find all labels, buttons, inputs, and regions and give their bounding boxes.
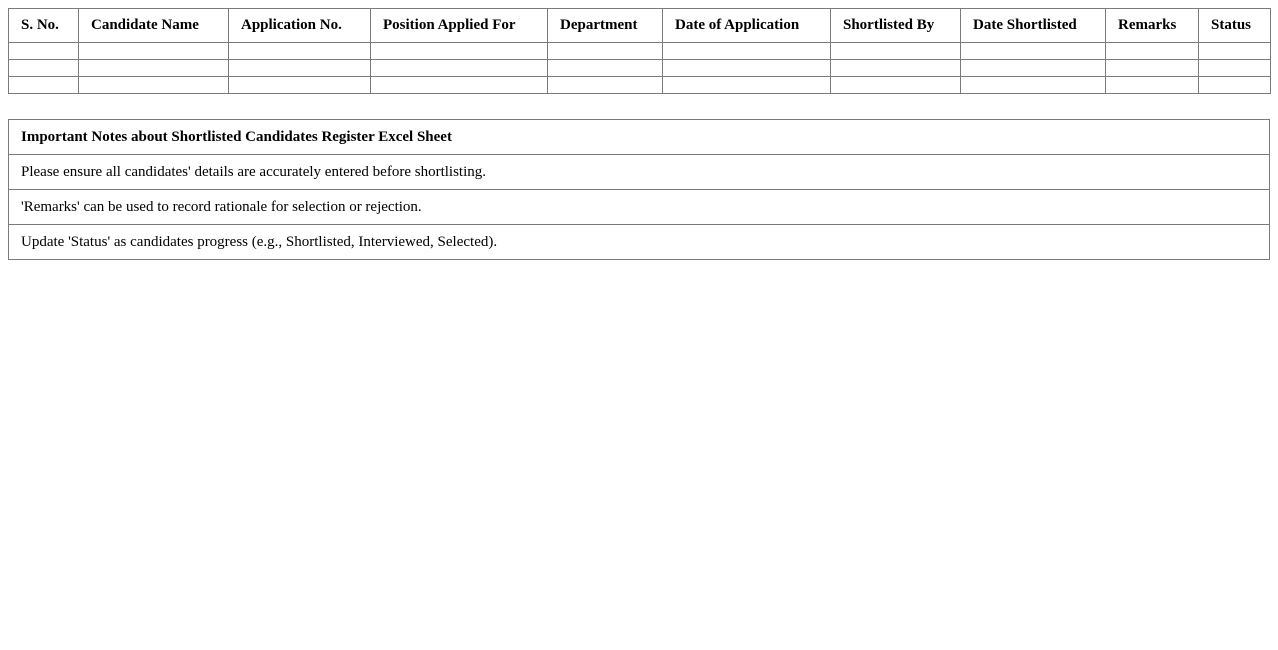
table-cell[interactable] (663, 60, 831, 77)
table-cell[interactable] (79, 60, 229, 77)
column-header-date-of-application: Date of Application (663, 9, 831, 43)
shortlisted-candidates-register-table (8, 8, 1271, 94)
table-header-row (9, 9, 1271, 43)
table-cell[interactable] (229, 43, 371, 60)
table-cell[interactable] (548, 60, 663, 77)
column-header-position-applied-for: Position Applied For (371, 9, 548, 43)
table-cell[interactable] (371, 43, 548, 60)
column-header-date-shortlisted: Date Shortlisted (961, 9, 1106, 43)
table-cell[interactable] (229, 77, 371, 94)
table-cell[interactable] (831, 43, 961, 60)
table-cell[interactable] (831, 77, 961, 94)
table-cell[interactable] (961, 77, 1106, 94)
table-cell[interactable] (961, 60, 1106, 77)
notes-title: Important Notes about Shortlisted Candidates Register Excel Sheet (9, 120, 1270, 155)
table-cell[interactable] (1199, 60, 1271, 77)
table-row (9, 77, 1271, 94)
table-cell[interactable] (663, 77, 831, 94)
table-cell[interactable] (371, 77, 548, 94)
notes-title-row (9, 120, 1270, 155)
table-cell[interactable] (9, 43, 79, 60)
column-header-department: Department (548, 9, 663, 43)
table-cell[interactable] (79, 43, 229, 60)
column-header-status: Status (1199, 9, 1271, 43)
table-cell[interactable] (548, 77, 663, 94)
note-item: 'Remarks' can be used to record rationale for selection or rejection. (9, 190, 1270, 225)
table-row (9, 43, 1271, 60)
table-cell[interactable] (9, 60, 79, 77)
table-cell[interactable] (1199, 43, 1271, 60)
note-row (9, 155, 1270, 190)
column-header-shortlisted-by: Shortlisted By (831, 9, 961, 43)
table-cell[interactable] (79, 77, 229, 94)
table-cell[interactable] (663, 43, 831, 60)
column-header-application-no: Application No. (229, 9, 371, 43)
table-cell[interactable] (9, 77, 79, 94)
table-row (9, 60, 1271, 77)
important-notes-table (8, 119, 1270, 260)
table-cell[interactable] (229, 60, 371, 77)
note-item: Update 'Status' as candidates progress (e.g., Shortlisted, Interviewed, Selected). (9, 225, 1270, 260)
note-row (9, 190, 1270, 225)
note-row (9, 225, 1270, 260)
table-cell[interactable] (1106, 43, 1199, 60)
note-item: Please ensure all candidates' details are accurately entered before shortlisting. (9, 155, 1270, 190)
table-cell[interactable] (961, 43, 1106, 60)
table-cell[interactable] (371, 60, 548, 77)
table-cell[interactable] (1106, 77, 1199, 94)
table-cell[interactable] (831, 60, 961, 77)
table-cell[interactable] (1199, 77, 1271, 94)
column-header-s-no: S. No. (9, 9, 79, 43)
table-cell[interactable] (548, 43, 663, 60)
table-cell[interactable] (1106, 60, 1199, 77)
column-header-candidate-name: Candidate Name (79, 9, 229, 43)
column-header-remarks: Remarks (1106, 9, 1199, 43)
